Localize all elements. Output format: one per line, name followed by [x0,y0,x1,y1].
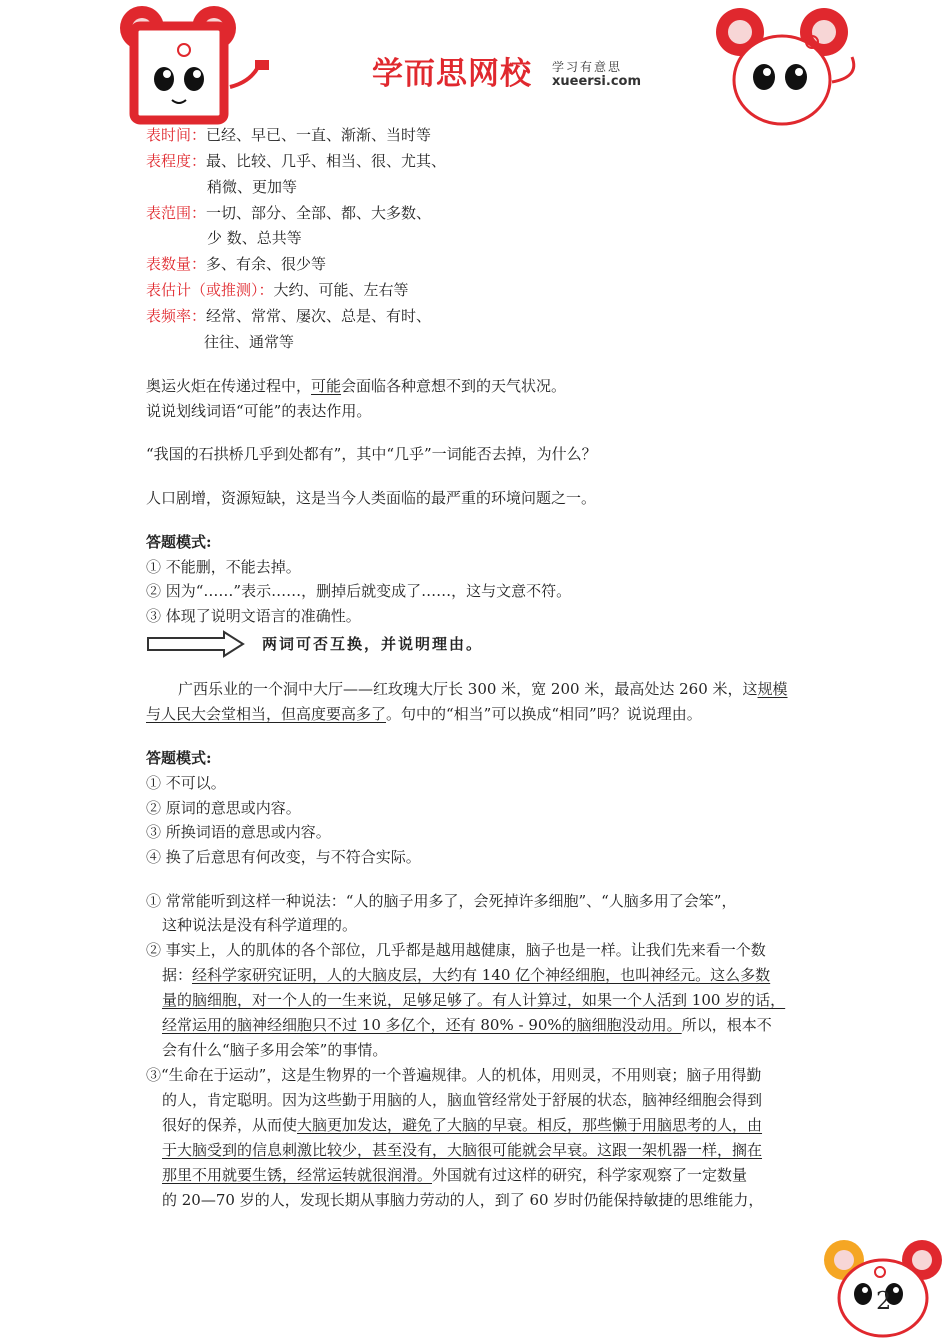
passage-line: 会有什么“脑子多用会笨”的事情。 [162,1041,388,1059]
passage-line: 这种说法是没有科学道理的。 [162,916,358,934]
passage-line [162,964,770,986]
text-span: 所以，根本不 [681,1016,772,1034]
text-span: 奥运火炬在传递过程中， [146,377,312,395]
adverb-row-time [146,124,431,146]
answer-mode-item: ③ 所换词语的意思或内容。 [146,823,331,841]
adverb-label: 表时间： [146,126,207,144]
section2-paragraph-line2 [146,703,702,725]
adverb-row-scope-cont: 少 数、总共等 [207,229,302,247]
passage-line [162,1114,762,1136]
adverb-row-degree [146,150,446,172]
example-1-question: 说说划线词语“可能”的表达作用。 [146,402,372,420]
adverb-items: 经常、常常、屡次、总是、有时、 [206,307,432,325]
underlined-text: 规模 [757,680,788,698]
adverb-row-estimate [146,279,409,301]
answer-mode-item: ③ 体现了说明文语言的准确性。 [146,607,361,625]
adverb-row-frequency [146,305,431,327]
text-span: 很好的保养，从而使 [162,1116,298,1134]
text-span: 。句中的“相当”可以换成“相同”吗？说说理由。 [386,705,702,723]
brand-slogan: 学习有意思 [552,60,623,74]
adverb-items: 大约、可能、左右等 [273,281,409,299]
passage-line: ③“生命在于运动”，这是生物界的一个普遍规律。人的机体，用则灵，不用则衰；脑子用得勤 [146,1066,762,1084]
brand-url: xueersi.com [552,74,642,89]
answer-mode-item: ④ 换了后意思有何改变，与不符合实际。 [146,848,421,866]
underlined-text: 与人民大会堂相当，但高度要高多了 [146,705,387,723]
adverb-label: 表数量： [146,255,207,273]
adverb-row-scope [146,202,431,224]
text-span: 据： [162,966,193,984]
adverb-items: 一切、部分、全部、都、大多数、 [206,204,432,222]
underlined-text: 经科学家研究证明，人的大脑皮层，大约有 140 亿个神经细胞，也叫神经元。这么多数 [192,966,771,984]
adverb-label: 表估计（或推测）： [146,281,274,299]
underlined-text: 那里不用就要生锈，经常运转就很润滑。 [162,1166,433,1184]
text-span: 外国就有过这样的研究，科学家观察了一定数量 [432,1166,748,1184]
mascot-left-icon [112,2,282,127]
section2-paragraph-line1 [178,678,788,700]
answer-mode-item: ① 不能删，不能去掉。 [146,558,301,576]
arrow-right-icon [146,630,246,658]
adverb-label: 表程度： [146,152,207,170]
mascot-footer-icon [818,1232,948,1340]
adverb-items: 最、比较、几乎、相当、很、尤其、 [206,152,447,170]
passage-line: ② 事实上，人的肌体的各个部位，几乎都是越用越健康，脑子也是一样。让我们先来看一个数 [146,941,766,959]
answer-mode-item: ② 因为“……”表示……，删掉后就变成了……，这与文意不符。 [146,582,572,600]
passage-line: 的 20—70 岁的人，发现长期从事脑力劳动的人，到了 60 岁时仍能保持敏捷的思维能力， [162,1191,764,1209]
adverb-items: 已经、早已、一直、渐渐、当时等 [206,126,432,144]
adverb-label: 表范围： [146,204,207,222]
page-number: 2 [876,1287,892,1315]
answer-mode-item: ① 不可以。 [146,774,226,792]
example-3: 人口剧增，资源短缺，这是当今人类面临的最严重的环境问题之一。 [146,489,597,507]
mascot-right-icon [712,2,872,127]
passage-line [162,1014,772,1036]
text-span: 会面临各种意想不到的天气状况。 [341,377,567,395]
passage-line: 的人，肯定聪明。因为这些勤于用脑的人，脑血管经常处于舒展的状态，脑神经细胞会得到 [162,1091,763,1109]
passage-line: ① 常常能听到这样一种说法：“人的脑子用多了，会死掉许多细胞”、“人脑多用了会笨”， [146,892,737,910]
text-span: 广西乐业的一个洞中大厅——红玫瑰大厅长 300 米，宽 200 米，最高处达 260 米，这 [178,680,758,698]
adverb-row-degree-cont: 稍微、更加等 [207,178,298,196]
passage-line [162,1164,747,1186]
underlined-text: 大脑更加发达，避免了大脑的早衰。相反，那些懒于用脑思考的人，由 [297,1116,763,1134]
passage-line: 量的脑细胞，对一个人的一生来说，足够足够了。有人计算过，如果一个人活到 100 岁的话， [162,991,786,1009]
adverb-row-quantity [146,253,326,275]
section-heading: 两词可否互换，并说明理由。 [262,635,484,653]
example-1 [146,375,566,397]
underlined-text: 经常运用的脑神经细胞只不过 10 多亿个，还有 80% - 90%的脑细胞没动用。 [162,1016,682,1034]
answer-mode-title: 答题模式: [146,533,212,551]
answer-mode-item: ② 原词的意思或内容。 [146,799,301,817]
example-2: “我国的石拱桥几乎到处都有”，其中“几乎”一词能否去掉，为什么？ [146,445,597,463]
adverb-items: 多、有余、很少等 [206,255,327,273]
underlined-word: 可能 [311,377,342,395]
adverb-row-frequency-cont: 往往、通常等 [204,333,295,351]
passage-line: 于大脑受到的信息刺激比较少，甚至没有，大脑很可能就会早衰。这跟一架机器一样，搁在 [162,1141,763,1159]
answer-mode-title: 答题模式: [146,749,212,767]
adverb-label: 表频率： [146,307,207,325]
brand-name: 学而思网校 [372,56,532,92]
